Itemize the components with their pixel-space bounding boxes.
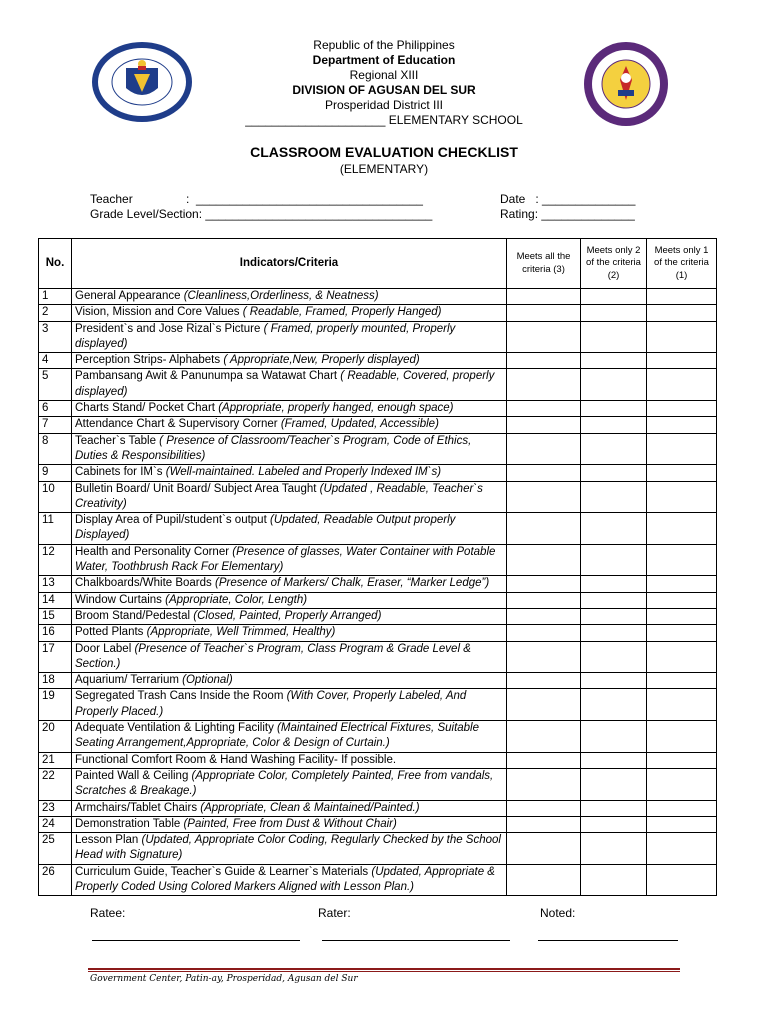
- rating-cell-2[interactable]: [581, 305, 647, 321]
- table-row: [39, 513, 717, 545]
- row-number: 13: [39, 576, 72, 592]
- criterion-description: (Appropriate, properly hanged, enough space): [218, 402, 454, 415]
- rating-cell-1[interactable]: [647, 833, 717, 865]
- row-number: 12: [39, 544, 72, 576]
- criterion-description: (Presence of Markers/ Chalk, Eraser, “Marker Ledge”): [214, 577, 490, 590]
- row-number: 25: [39, 833, 72, 865]
- criterion-cell: [72, 673, 507, 689]
- criterion-cell: [72, 608, 507, 624]
- document-title: CLASSROOM EVALUATION CHECKLIST: [250, 144, 518, 160]
- criterion-cell: [72, 625, 507, 641]
- rating-cell-2[interactable]: [581, 369, 647, 401]
- criterion-description: (Optional): [182, 674, 233, 687]
- row-number: 6: [39, 401, 72, 417]
- rating-cell-3[interactable]: [507, 721, 581, 753]
- row-number: 14: [39, 592, 72, 608]
- row-number: 15: [39, 608, 72, 624]
- criterion-cell: [72, 465, 507, 481]
- criterion-description: (Well-maintained. Labeled and Properly Indexed IM`s): [165, 466, 442, 479]
- criterion-title: Broom Stand/Pedestal: [75, 609, 194, 622]
- footer-address: Government Center, Patin-ay, Prosperidad, Agusan del Sur: [90, 974, 358, 984]
- table-row: [39, 321, 717, 353]
- criterion-cell: [72, 833, 507, 865]
- rating-cell-1[interactable]: [647, 513, 717, 545]
- table-row: [39, 864, 717, 896]
- rating-cell-3[interactable]: [507, 417, 581, 433]
- ratee-signature-line: [92, 940, 300, 941]
- rating-cell-3[interactable]: [507, 752, 581, 768]
- rating-cell-2[interactable]: [581, 353, 647, 369]
- rating-cell-1[interactable]: [647, 433, 717, 465]
- rating-cell-1[interactable]: [647, 576, 717, 592]
- rating-cell-3[interactable]: [507, 544, 581, 576]
- row-number: 10: [39, 481, 72, 513]
- criterion-description: (Maintained Electrical Fixtures, Suitable Seating Arrangement,Appropriate, Color & Design of Curtain.): [75, 722, 480, 750]
- criterion-cell: [72, 800, 507, 816]
- table-row: [39, 417, 717, 433]
- rating-cell-2[interactable]: [581, 592, 647, 608]
- criterion-title: Chalkboards/White Boards: [75, 577, 215, 590]
- row-number: 11: [39, 513, 72, 545]
- criterion-title: Pambansang Awit & Panunumpa sa Watawat Chart: [75, 370, 341, 383]
- rating-cell-2[interactable]: [581, 576, 647, 592]
- criterion-title: Bulletin Board/ Unit Board/ Subject Area Taught: [75, 482, 320, 495]
- criterion-title: Attendance Chart & Supervisory Corner: [75, 418, 281, 431]
- rating-cell-1[interactable]: [647, 816, 717, 832]
- header-district: Prosperidad District III: [324, 98, 444, 112]
- criterion-description: ( Framed, properly mounted, Properly displayed): [75, 322, 456, 350]
- letterhead: [0, 38, 768, 128]
- footer-divider: [88, 968, 680, 970]
- criterion-description: (Presence of Teacher`s Program, Class Program & Grade Level & Section.): [75, 642, 471, 670]
- header-criteria: Indicators/Criteria: [72, 239, 507, 289]
- row-number: 4: [39, 353, 72, 369]
- criterion-cell: [72, 768, 507, 800]
- criterion-title: Segregated Trash Cans Inside the Room: [75, 690, 287, 703]
- rating-cell-1[interactable]: [647, 481, 717, 513]
- rating-field: Rating: ______________: [500, 207, 635, 221]
- rating-cell-3[interactable]: [507, 816, 581, 832]
- criterion-description: (Appropriate Color, Completely Painted, Free from vandals, Scratches & Breakage.): [75, 769, 494, 798]
- rating-cell-3[interactable]: [507, 465, 581, 481]
- table-row: [39, 305, 717, 321]
- rating-cell-1[interactable]: [647, 353, 717, 369]
- criterion-title: Display Area of Pupil/student`s output: [75, 514, 270, 527]
- criterion-description: (Presence of glasses, Water Container with Potable Water, Toothbrush Rack For Elementary): [75, 545, 496, 574]
- table-row: [39, 625, 717, 641]
- rating-cell-1[interactable]: [647, 305, 717, 321]
- criterion-title: Perception Strips- Alphabets: [75, 354, 224, 367]
- criterion-description: (Updated , Readable, Teacher`s Creativity): [75, 482, 483, 510]
- row-number: 9: [39, 465, 72, 481]
- rating-cell-3[interactable]: [507, 689, 581, 721]
- rating-cell-1[interactable]: [647, 321, 717, 353]
- rating-cell-1[interactable]: [647, 768, 717, 800]
- rating-cell-3[interactable]: [507, 673, 581, 689]
- ratee-label: Ratee:: [90, 906, 126, 920]
- header-department: Department of Education: [312, 53, 456, 67]
- row-number: 3: [39, 321, 72, 353]
- rating-cell-1[interactable]: [647, 752, 717, 768]
- rater-label: Rater:: [318, 906, 351, 920]
- rating-cell-1[interactable]: [647, 800, 717, 816]
- row-number: 16: [39, 625, 72, 641]
- rating-cell-1[interactable]: [647, 641, 717, 673]
- table-row: [39, 641, 717, 673]
- rating-cell-1[interactable]: [647, 544, 717, 576]
- rating-cell-2[interactable]: [581, 800, 647, 816]
- header-no: No.: [39, 239, 72, 289]
- rating-cell-1[interactable]: [647, 608, 717, 624]
- table-row: [39, 465, 717, 481]
- table-row: [39, 481, 717, 513]
- rating-cell-2[interactable]: [581, 625, 647, 641]
- rating-cell-2[interactable]: [581, 752, 647, 768]
- criterion-description: (Appropriate, Well Trimmed, Healthy): [146, 626, 336, 639]
- criterion-description: (Appropriate, Clean & Maintained/Painted.): [200, 801, 420, 814]
- row-number: 18: [39, 673, 72, 689]
- row-number: 1: [39, 289, 72, 305]
- criterion-cell: [72, 401, 507, 417]
- rating-cell-2[interactable]: [581, 481, 647, 513]
- rating-cell-2[interactable]: [581, 816, 647, 832]
- noted-signature-line: [538, 940, 678, 941]
- table-row: [39, 592, 717, 608]
- rating-cell-3[interactable]: [507, 289, 581, 305]
- table-row: [39, 800, 717, 816]
- row-number: 22: [39, 768, 72, 800]
- rating-cell-2[interactable]: [581, 689, 647, 721]
- header-school-line: _____________________ ELEMENTARY SCHOOL: [245, 113, 523, 127]
- criterion-description: (Appropriate, Color, Length): [165, 593, 308, 606]
- rating-cell-1[interactable]: [647, 625, 717, 641]
- row-number: 19: [39, 689, 72, 721]
- rating-cell-3[interactable]: [507, 433, 581, 465]
- criterion-title: President`s and Jose Rizal`s Picture: [75, 322, 264, 335]
- criterion-cell: [72, 289, 507, 305]
- rater-signature-line: [322, 940, 510, 941]
- criterion-title: Functional Comfort Room & Hand Washing Facility- If possible.: [75, 753, 397, 766]
- criterion-cell: [72, 576, 507, 592]
- row-number: 21: [39, 752, 72, 768]
- rating-cell-3[interactable]: [507, 768, 581, 800]
- criterion-title: Cabinets for IM`s: [75, 466, 166, 479]
- header-region: Regional XIII: [349, 68, 419, 82]
- rating-cell-2[interactable]: [581, 401, 647, 417]
- criterion-title: Aquarium/ Terrarium: [75, 674, 183, 687]
- rating-cell-2[interactable]: [581, 433, 647, 465]
- criterion-title: Lesson Plan: [75, 834, 142, 847]
- table-row: [39, 752, 717, 768]
- rating-cell-1[interactable]: [647, 592, 717, 608]
- criterion-description: ( Readable, Framed, Properly Hanged): [242, 306, 442, 319]
- criterion-description: ( Appropriate,New, Properly displayed): [223, 354, 420, 367]
- table-row: [39, 768, 717, 800]
- criterion-title: Adequate Ventilation & Lighting Facility: [75, 722, 278, 735]
- criterion-cell: [72, 641, 507, 673]
- criterion-description: (Updated, Appropriate Color Coding, Regularly Checked by the School Head with Signature): [75, 834, 501, 862]
- rating-cell-1[interactable]: [647, 417, 717, 433]
- criterion-description: ( Presence of Classroom/Teacher`s Program, Code of Ethics, Duties & Responsibilities): [75, 434, 472, 462]
- document-subtitle: (ELEMENTARY): [339, 162, 429, 176]
- header-country: Republic of the Philippines: [313, 38, 455, 52]
- criterion-title: Armchairs/Tablet Chairs: [75, 801, 201, 814]
- teacher-field: Teacher : __________________________________: [90, 192, 423, 206]
- criterion-description: (Cleanliness,Orderliness, & Neatness): [183, 290, 379, 302]
- rating-cell-1[interactable]: [647, 289, 717, 305]
- rating-cell-3[interactable]: [507, 513, 581, 545]
- criterion-description: (Closed, Painted, Properly Arranged): [193, 609, 382, 622]
- row-number: 5: [39, 369, 72, 401]
- rating-cell-2[interactable]: [581, 641, 647, 673]
- criterion-title: Curriculum Guide, Teacher`s Guide & Learner`s Materials: [75, 865, 372, 878]
- rating-cell-1[interactable]: [647, 369, 717, 401]
- rating-cell-3[interactable]: [507, 608, 581, 624]
- table-row: [39, 721, 717, 753]
- row-number: 8: [39, 433, 72, 465]
- criterion-cell: [72, 816, 507, 832]
- row-number: 17: [39, 641, 72, 673]
- row-number: 20: [39, 721, 72, 753]
- rating-cell-2[interactable]: [581, 544, 647, 576]
- table-header-row: [39, 239, 717, 289]
- rating-cell-2[interactable]: [581, 673, 647, 689]
- criterion-title: General Appearance: [75, 290, 184, 302]
- row-number: 26: [39, 864, 72, 896]
- table-row: [39, 816, 717, 832]
- table-row: [39, 433, 717, 465]
- criterion-title: Potted Plants: [75, 626, 147, 639]
- criterion-cell: [72, 305, 507, 321]
- rating-cell-2[interactable]: [581, 721, 647, 753]
- rating-cell-2[interactable]: [581, 321, 647, 353]
- date-field: Date : ______________: [500, 192, 636, 206]
- criterion-cell: [72, 544, 507, 576]
- table-row: [39, 689, 717, 721]
- rating-cell-2[interactable]: [581, 513, 647, 545]
- criterion-cell: [72, 864, 507, 896]
- table-row: [39, 673, 717, 689]
- criterion-title: Demonstration Table: [75, 817, 184, 830]
- table-row: [39, 576, 717, 592]
- evaluation-table: [38, 238, 717, 896]
- criterion-description: (Updated, Appropriate & Properly Coded Using Colored Markers Aligned with Lesson Plan.): [75, 865, 495, 893]
- rating-cell-2[interactable]: [581, 833, 647, 865]
- header-division: DIVISION OF AGUSAN DEL SUR: [292, 83, 476, 97]
- criterion-cell: [72, 689, 507, 721]
- rating-cell-3[interactable]: [507, 800, 581, 816]
- rating-cell-3[interactable]: [507, 625, 581, 641]
- rating-cell-3[interactable]: [507, 321, 581, 353]
- rating-cell-3[interactable]: [507, 481, 581, 513]
- table-row: [39, 608, 717, 624]
- rating-cell-2[interactable]: [581, 768, 647, 800]
- criterion-cell: [72, 433, 507, 465]
- criterion-cell: [72, 417, 507, 433]
- criterion-cell: [72, 592, 507, 608]
- header-meets-one: Meets only 1 of the criteria (1): [647, 239, 717, 289]
- table-row: [39, 401, 717, 417]
- criterion-title: Window Curtains: [75, 593, 166, 606]
- rating-cell-3[interactable]: [507, 592, 581, 608]
- rating-cell-2[interactable]: [581, 289, 647, 305]
- header-meets-two: Meets only 2 of the criteria (2): [581, 239, 647, 289]
- criterion-cell: [72, 321, 507, 353]
- rating-cell-1[interactable]: [647, 864, 717, 896]
- rating-cell-3[interactable]: [507, 576, 581, 592]
- criterion-title: Painted Wall & Ceiling: [75, 769, 192, 782]
- criterion-title: Health and Personality Corner: [75, 545, 233, 558]
- rating-cell-3[interactable]: [507, 305, 581, 321]
- grade-section-field: Grade Level/Section: __________________________________: [90, 207, 433, 221]
- criterion-description: (Painted, Free from Dust & Without Chair): [183, 817, 397, 830]
- footer-divider-thin: [88, 971, 680, 972]
- criterion-description: (Framed, Updated, Accessible): [280, 418, 439, 431]
- rating-cell-3[interactable]: [507, 641, 581, 673]
- rating-cell-1[interactable]: [647, 689, 717, 721]
- table-row: [39, 353, 717, 369]
- rating-cell-1[interactable]: [647, 465, 717, 481]
- rating-cell-2[interactable]: [581, 608, 647, 624]
- rating-cell-1[interactable]: [647, 401, 717, 417]
- table-row: [39, 289, 717, 305]
- criterion-title: Charts Stand/ Pocket Chart: [75, 402, 219, 415]
- rating-cell-3[interactable]: [507, 833, 581, 865]
- rating-cell-2[interactable]: [581, 864, 647, 896]
- row-number: 2: [39, 305, 72, 321]
- criterion-cell: [72, 721, 507, 753]
- table-row: [39, 833, 717, 865]
- row-number: 24: [39, 816, 72, 832]
- rating-cell-3[interactable]: [507, 353, 581, 369]
- rating-cell-1[interactable]: [647, 721, 717, 753]
- criterion-description: (Updated, Readable Output properly Displayed): [75, 514, 456, 542]
- criterion-cell: [72, 513, 507, 545]
- table-row: [39, 369, 717, 401]
- rating-cell-2[interactable]: [581, 465, 647, 481]
- criterion-title: Teacher`s Table: [75, 434, 160, 447]
- rating-cell-2[interactable]: [581, 417, 647, 433]
- rating-cell-1[interactable]: [647, 673, 717, 689]
- row-number: 23: [39, 800, 72, 816]
- criterion-description: (With Cover, Properly Labeled, And Properly Placed.): [75, 690, 467, 718]
- criterion-description: ( Readable, Covered, properly displayed): [75, 370, 495, 398]
- criterion-title: Door Label: [75, 642, 135, 655]
- rating-cell-3[interactable]: [507, 401, 581, 417]
- criterion-cell: [72, 369, 507, 401]
- rating-cell-3[interactable]: [507, 369, 581, 401]
- row-number: 7: [39, 417, 72, 433]
- criterion-title: Vision, Mission and Core Values: [75, 306, 243, 319]
- table-row: [39, 544, 717, 576]
- header-meets-all: Meets all the criteria (3): [507, 239, 581, 289]
- criterion-cell: [72, 481, 507, 513]
- rating-cell-3[interactable]: [507, 864, 581, 896]
- criterion-cell: [72, 353, 507, 369]
- noted-label: Noted:: [540, 906, 576, 920]
- criterion-cell: [72, 752, 507, 768]
